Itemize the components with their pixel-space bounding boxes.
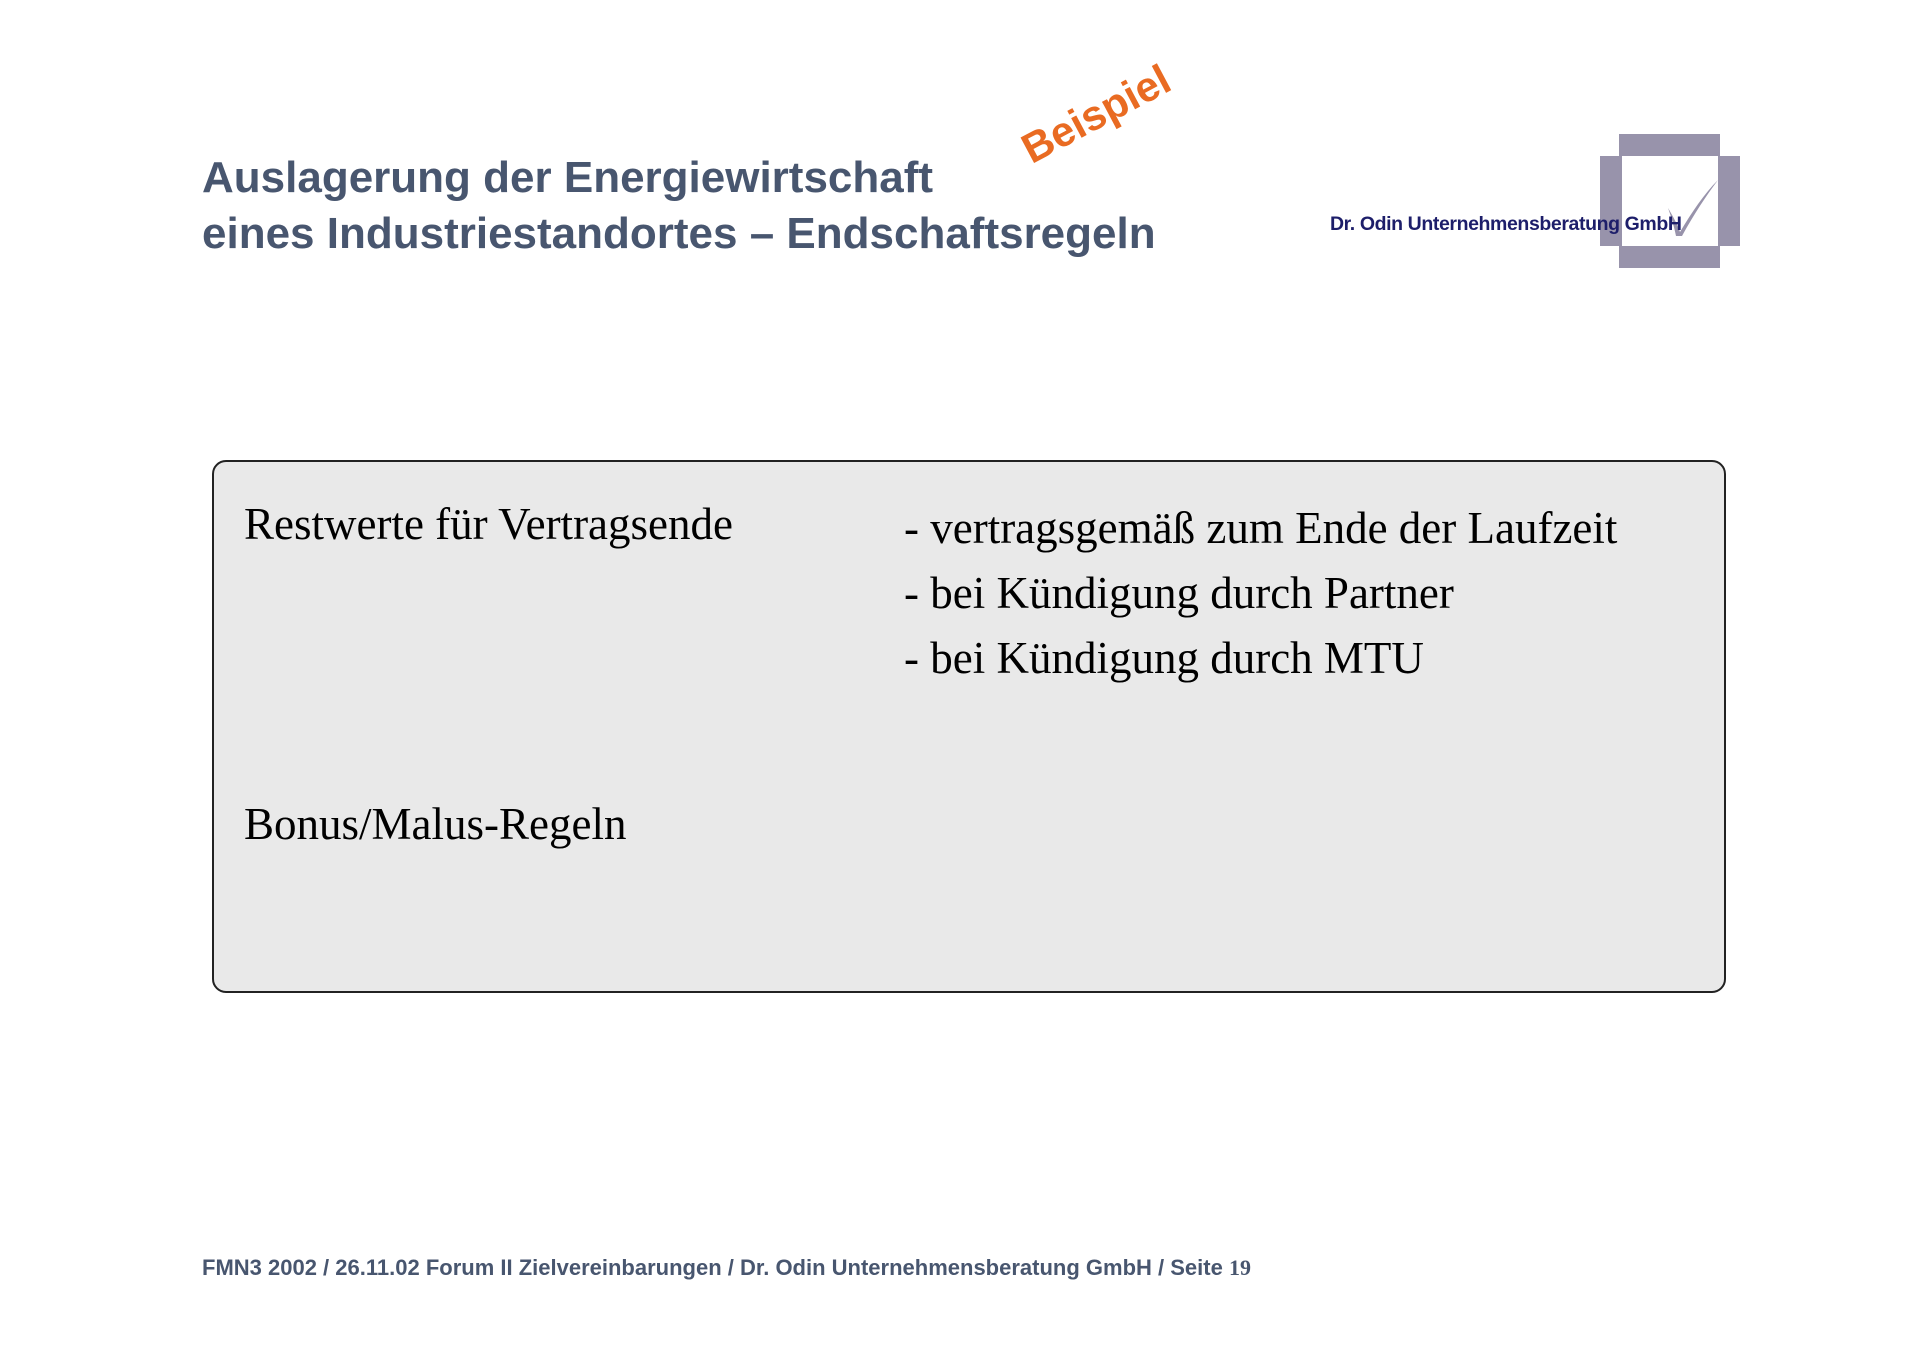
slide-title-line-1: Auslagerung der Energiewirtschaft [202,153,934,202]
example-stamp: Beispiel [1013,55,1179,173]
page-number: 19 [1228,1255,1251,1280]
list-item: - bei Kündigung durch Partner [904,568,1454,618]
footer-text: FMN3 2002 / 26.11.02 Forum II Zielvereinbarungen / Dr. Odin Unternehmensberatung GmbH / Seite [202,1255,1229,1280]
residual-values-label: Restwerte für Vertragsende [244,499,733,549]
list-item: - vertragsgemäß zum Ende der Laufzeit [904,503,1618,553]
slide-title-line-2: eines Industriestandortes – Endschaftsregeln [202,209,1156,258]
company-logo [1330,134,1750,268]
content-panel [212,460,1726,993]
residual-values-list [904,496,1617,691]
slide-title [202,150,1156,262]
footer [202,1255,1251,1281]
company-logo-text: Dr. Odin Unternehmensberatung GmbH [1330,213,1682,235]
bonus-malus-label: Bonus/Malus-Regeln [244,799,627,849]
checkmark-square-icon [1600,134,1742,268]
list-item: - bei Kündigung durch MTU [904,633,1424,683]
